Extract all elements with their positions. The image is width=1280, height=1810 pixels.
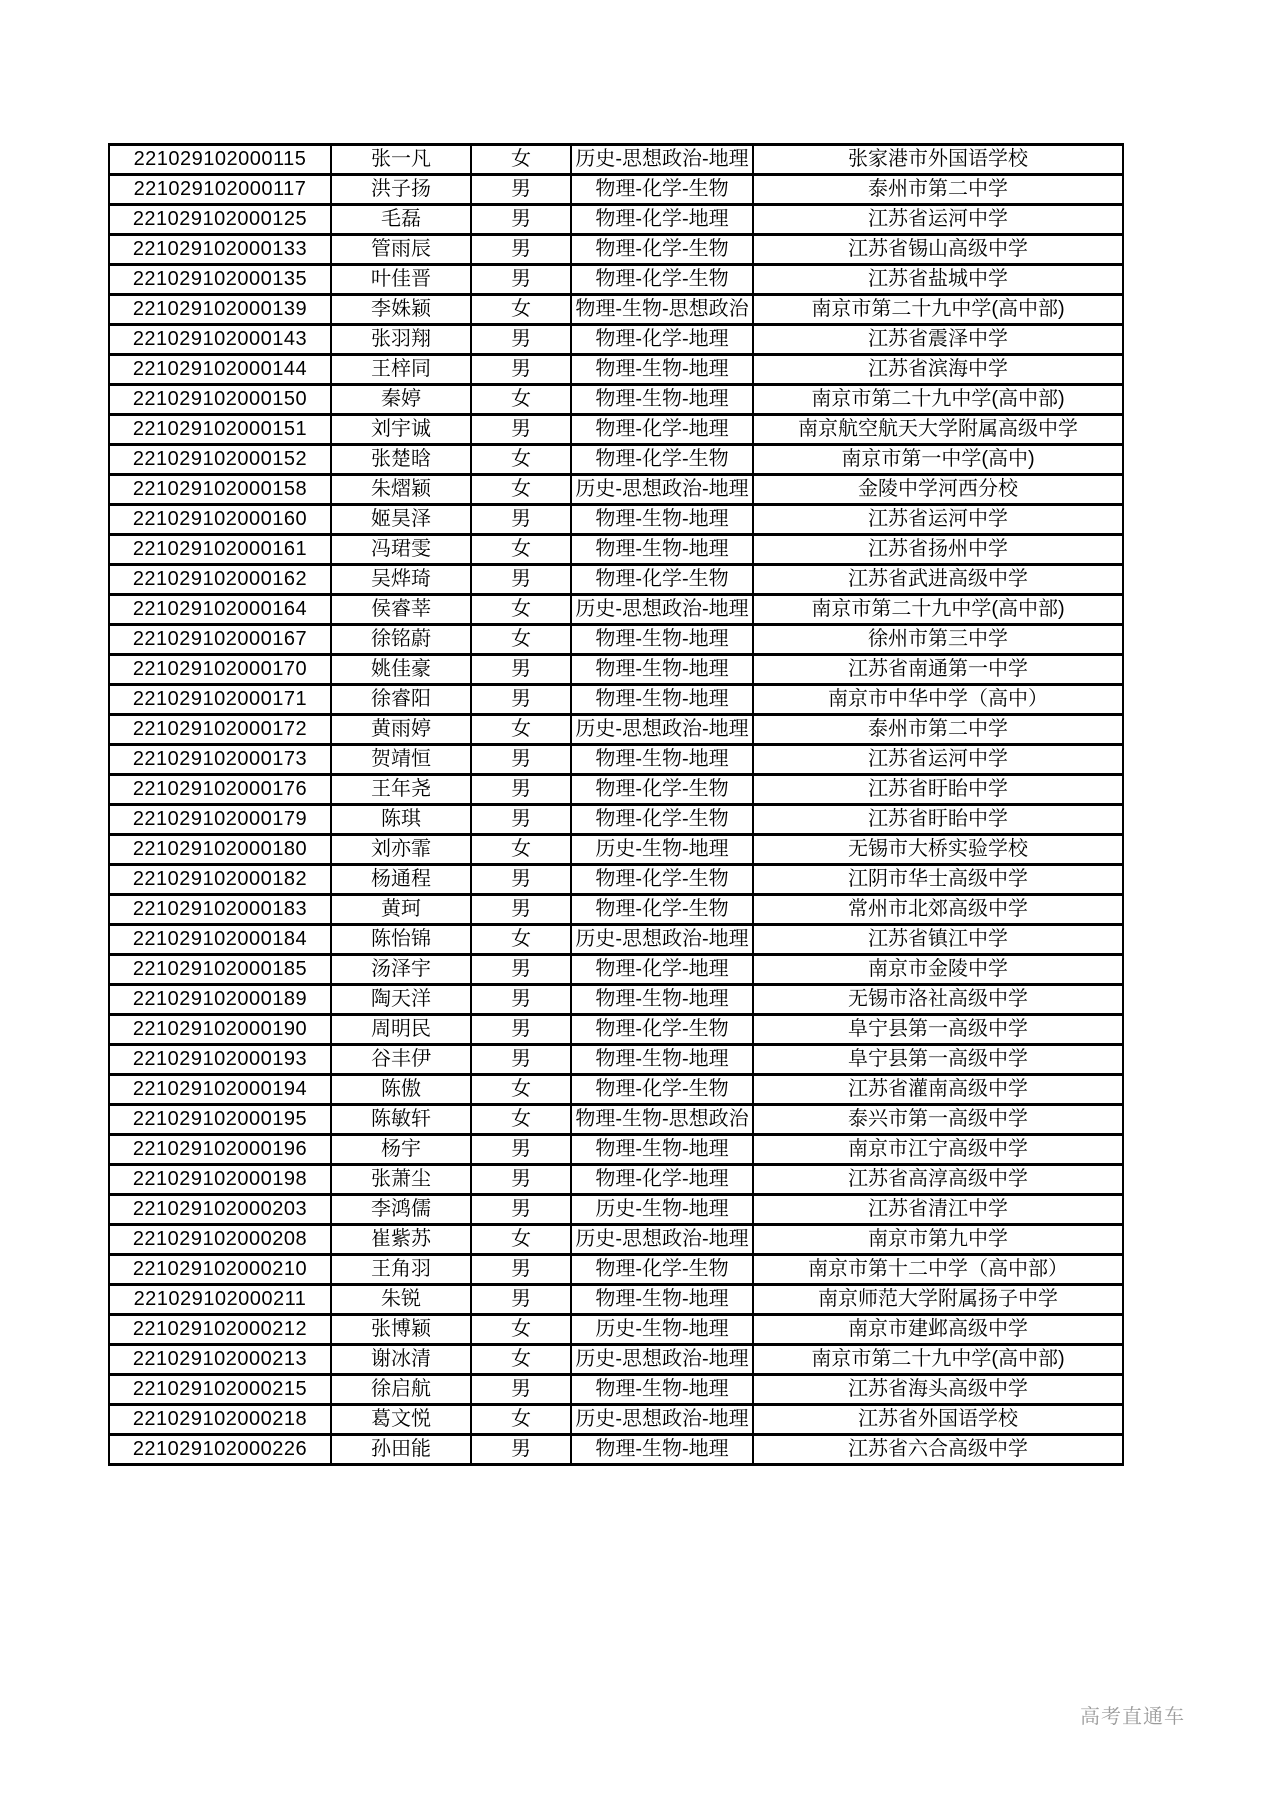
table-row <box>109 355 1123 385</box>
name-cell: 徐启航 <box>331 1375 471 1405</box>
subjects-cell: 历史-思想政治-地理 <box>571 925 753 955</box>
name-cell: 张一凡 <box>331 145 471 175</box>
subjects-cell: 物理-化学-生物 <box>571 265 753 295</box>
table-row <box>109 1225 1123 1255</box>
table-row <box>109 1435 1123 1465</box>
gender-cell: 男 <box>471 775 571 805</box>
gender-cell: 男 <box>471 1435 571 1465</box>
school-cell: 南京市中华中学（高中） <box>753 685 1123 715</box>
name-cell: 谢冰清 <box>331 1345 471 1375</box>
id-cell: 221029102000179 <box>109 805 331 835</box>
id-cell: 221029102000158 <box>109 475 331 505</box>
gender-cell: 男 <box>471 895 571 925</box>
name-cell: 崔紫苏 <box>331 1225 471 1255</box>
table-row <box>109 745 1123 775</box>
table-row <box>109 595 1123 625</box>
name-cell: 陈敏轩 <box>331 1105 471 1135</box>
name-cell: 侯睿莘 <box>331 595 471 625</box>
name-cell: 叶佳晋 <box>331 265 471 295</box>
gender-cell: 女 <box>471 625 571 655</box>
table-row <box>109 685 1123 715</box>
gender-cell: 男 <box>471 865 571 895</box>
table-row <box>109 295 1123 325</box>
table-row <box>109 445 1123 475</box>
subjects-cell: 物理-生物-思想政治 <box>571 1105 753 1135</box>
id-cell: 221029102000198 <box>109 1165 331 1195</box>
name-cell: 毛磊 <box>331 205 471 235</box>
gender-cell: 男 <box>471 1135 571 1165</box>
subjects-cell: 历史-生物-地理 <box>571 1315 753 1345</box>
school-cell: 无锡市洛社高级中学 <box>753 985 1123 1015</box>
name-cell: 徐睿阳 <box>331 685 471 715</box>
subjects-cell: 物理-化学-地理 <box>571 1165 753 1195</box>
watermark-brand: 高考直通车 <box>1080 1706 1185 1728</box>
school-cell: 江苏省运河中学 <box>753 745 1123 775</box>
gender-cell: 男 <box>471 1195 571 1225</box>
gender-cell: 男 <box>471 985 571 1015</box>
school-cell: 江苏省盱眙中学 <box>753 775 1123 805</box>
name-cell: 张羽翔 <box>331 325 471 355</box>
gender-cell: 男 <box>471 1015 571 1045</box>
gender-cell: 女 <box>471 835 571 865</box>
id-cell: 221029102000151 <box>109 415 331 445</box>
school-cell: 金陵中学河西分校 <box>753 475 1123 505</box>
gender-cell: 男 <box>471 235 571 265</box>
id-cell: 221029102000117 <box>109 175 331 205</box>
table-row <box>109 985 1123 1015</box>
gender-cell: 男 <box>471 1165 571 1195</box>
school-cell: 江苏省清江中学 <box>753 1195 1123 1225</box>
gender-cell: 男 <box>471 1285 571 1315</box>
gender-cell: 男 <box>471 1255 571 1285</box>
table-row <box>109 385 1123 415</box>
school-cell: 江苏省震泽中学 <box>753 325 1123 355</box>
name-cell: 张萧尘 <box>331 1165 471 1195</box>
id-cell: 221029102000212 <box>109 1315 331 1345</box>
table-row <box>109 775 1123 805</box>
subjects-cell: 物理-生物-地理 <box>571 1045 753 1075</box>
subjects-cell: 物理-生物-地理 <box>571 655 753 685</box>
school-cell: 南京市第二十九中学(高中部) <box>753 385 1123 415</box>
id-cell: 221029102000226 <box>109 1435 331 1465</box>
gender-cell: 女 <box>471 1345 571 1375</box>
subjects-cell: 物理-生物-地理 <box>571 985 753 1015</box>
subjects-cell: 历史-思想政治-地理 <box>571 475 753 505</box>
table-row <box>109 835 1123 865</box>
table-row <box>109 475 1123 505</box>
id-cell: 221029102000180 <box>109 835 331 865</box>
id-cell: 221029102000135 <box>109 265 331 295</box>
school-cell: 徐州市第三中学 <box>753 625 1123 655</box>
gender-cell: 男 <box>471 415 571 445</box>
gender-cell: 女 <box>471 445 571 475</box>
name-cell: 贺靖恒 <box>331 745 471 775</box>
subjects-cell: 物理-化学-生物 <box>571 1075 753 1105</box>
school-cell: 江苏省运河中学 <box>753 205 1123 235</box>
subjects-cell: 历史-思想政治-地理 <box>571 1345 753 1375</box>
gender-cell: 男 <box>471 325 571 355</box>
table-row <box>109 1345 1123 1375</box>
gender-cell: 男 <box>471 175 571 205</box>
table-row <box>109 1315 1123 1345</box>
table-row <box>109 955 1123 985</box>
table-row <box>109 505 1123 535</box>
name-cell: 李鸿儒 <box>331 1195 471 1225</box>
subjects-cell: 物理-化学-生物 <box>571 895 753 925</box>
name-cell: 谷丰伊 <box>331 1045 471 1075</box>
subjects-cell: 物理-化学-生物 <box>571 445 753 475</box>
id-cell: 221029102000196 <box>109 1135 331 1165</box>
school-cell: 江苏省镇江中学 <box>753 925 1123 955</box>
name-cell: 汤泽宇 <box>331 955 471 985</box>
gender-cell: 女 <box>471 385 571 415</box>
id-cell: 221029102000182 <box>109 865 331 895</box>
name-cell: 姚佳豪 <box>331 655 471 685</box>
gender-cell: 女 <box>471 1075 571 1105</box>
id-cell: 221029102000144 <box>109 355 331 385</box>
id-cell: 221029102000139 <box>109 295 331 325</box>
name-cell: 王年尧 <box>331 775 471 805</box>
id-cell: 221029102000161 <box>109 535 331 565</box>
id-cell: 221029102000184 <box>109 925 331 955</box>
subjects-cell: 历史-生物-地理 <box>571 835 753 865</box>
id-cell: 221029102000143 <box>109 325 331 355</box>
school-cell: 常州市北郊高级中学 <box>753 895 1123 925</box>
subjects-cell: 物理-生物-地理 <box>571 355 753 385</box>
gender-cell: 女 <box>471 145 571 175</box>
school-cell: 江阴市华士高级中学 <box>753 865 1123 895</box>
table-row <box>109 1165 1123 1195</box>
id-cell: 221029102000164 <box>109 595 331 625</box>
name-cell: 杨通程 <box>331 865 471 895</box>
school-cell: 泰兴市第一高级中学 <box>753 1105 1123 1135</box>
id-cell: 221029102000195 <box>109 1105 331 1135</box>
id-cell: 221029102000211 <box>109 1285 331 1315</box>
name-cell: 陈傲 <box>331 1075 471 1105</box>
id-cell: 221029102000133 <box>109 235 331 265</box>
id-cell: 221029102000208 <box>109 1225 331 1255</box>
name-cell: 管雨辰 <box>331 235 471 265</box>
id-cell: 221029102000203 <box>109 1195 331 1225</box>
subjects-cell: 历史-思想政治-地理 <box>571 1405 753 1435</box>
school-cell: 江苏省运河中学 <box>753 505 1123 535</box>
school-cell: 江苏省武进高级中学 <box>753 565 1123 595</box>
school-cell: 阜宁县第一高级中学 <box>753 1015 1123 1045</box>
name-cell: 陈琪 <box>331 805 471 835</box>
subjects-cell: 物理-化学-生物 <box>571 175 753 205</box>
name-cell: 孙田能 <box>331 1435 471 1465</box>
id-cell: 221029102000185 <box>109 955 331 985</box>
school-cell: 南京市第一中学(高中) <box>753 445 1123 475</box>
gender-cell: 男 <box>471 265 571 295</box>
name-cell: 张楚晗 <box>331 445 471 475</box>
name-cell: 李姝颖 <box>331 295 471 325</box>
name-cell: 吴烨琦 <box>331 565 471 595</box>
subjects-cell: 历史-生物-地理 <box>571 1195 753 1225</box>
gender-cell: 男 <box>471 355 571 385</box>
table-row <box>109 1195 1123 1225</box>
id-cell: 221029102000125 <box>109 205 331 235</box>
school-cell: 南京市第二十九中学(高中部) <box>753 595 1123 625</box>
name-cell: 陶天洋 <box>331 985 471 1015</box>
id-cell: 221029102000193 <box>109 1045 331 1075</box>
gender-cell: 男 <box>471 205 571 235</box>
name-cell: 冯珺雯 <box>331 535 471 565</box>
subjects-cell: 历史-思想政治-地理 <box>571 715 753 745</box>
school-cell: 泰州市第二中学 <box>753 175 1123 205</box>
id-cell: 221029102000167 <box>109 625 331 655</box>
table-row <box>109 175 1123 205</box>
school-cell: 南京市金陵中学 <box>753 955 1123 985</box>
name-cell: 王角羽 <box>331 1255 471 1285</box>
table-row <box>109 1405 1123 1435</box>
subjects-cell: 物理-化学-生物 <box>571 1255 753 1285</box>
school-cell: 泰州市第二中学 <box>753 715 1123 745</box>
id-cell: 221029102000218 <box>109 1405 331 1435</box>
gender-cell: 男 <box>471 1045 571 1075</box>
subjects-cell: 物理-化学-生物 <box>571 865 753 895</box>
candidate-roster-body <box>109 145 1123 1465</box>
school-cell: 南京市建邺高级中学 <box>753 1315 1123 1345</box>
subjects-cell: 历史-思想政治-地理 <box>571 145 753 175</box>
subjects-cell: 物理-生物-思想政治 <box>571 295 753 325</box>
school-cell: 阜宁县第一高级中学 <box>753 1045 1123 1075</box>
school-cell: 江苏省高淳高级中学 <box>753 1165 1123 1195</box>
gender-cell: 女 <box>471 1225 571 1255</box>
name-cell: 张博颖 <box>331 1315 471 1345</box>
table-row <box>109 1105 1123 1135</box>
gender-cell: 女 <box>471 1405 571 1435</box>
subjects-cell: 物理-生物-地理 <box>571 625 753 655</box>
table-row <box>109 205 1123 235</box>
name-cell: 秦婷 <box>331 385 471 415</box>
name-cell: 陈怡锦 <box>331 925 471 955</box>
gender-cell: 女 <box>471 925 571 955</box>
school-cell: 江苏省锡山高级中学 <box>753 235 1123 265</box>
id-cell: 221029102000172 <box>109 715 331 745</box>
subjects-cell: 物理-化学-地理 <box>571 955 753 985</box>
candidate-roster-table <box>108 143 1124 1466</box>
subjects-cell: 物理-生物-地理 <box>571 685 753 715</box>
id-cell: 221029102000171 <box>109 685 331 715</box>
table-row <box>109 415 1123 445</box>
name-cell: 姬昊泽 <box>331 505 471 535</box>
gender-cell: 男 <box>471 1375 571 1405</box>
name-cell: 朱锐 <box>331 1285 471 1315</box>
id-cell: 221029102000213 <box>109 1345 331 1375</box>
id-cell: 221029102000152 <box>109 445 331 475</box>
id-cell: 221029102000173 <box>109 745 331 775</box>
school-cell: 无锡市大桥实验学校 <box>753 835 1123 865</box>
table-row <box>109 145 1123 175</box>
subjects-cell: 物理-生物-地理 <box>571 385 753 415</box>
id-cell: 221029102000150 <box>109 385 331 415</box>
subjects-cell: 物理-生物-地理 <box>571 1135 753 1165</box>
subjects-cell: 物理-化学-生物 <box>571 805 753 835</box>
id-cell: 221029102000162 <box>109 565 331 595</box>
name-cell: 葛文悦 <box>331 1405 471 1435</box>
subjects-cell: 物理-生物-地理 <box>571 1435 753 1465</box>
school-cell: 江苏省灌南高级中学 <box>753 1075 1123 1105</box>
school-cell: 江苏省滨海中学 <box>753 355 1123 385</box>
table-row <box>109 925 1123 955</box>
table-row <box>109 1135 1123 1165</box>
id-cell: 221029102000160 <box>109 505 331 535</box>
table-row <box>109 1045 1123 1075</box>
subjects-cell: 历史-思想政治-地理 <box>571 595 753 625</box>
id-cell: 221029102000189 <box>109 985 331 1015</box>
school-cell: 南京市江宁高级中学 <box>753 1135 1123 1165</box>
school-cell: 江苏省盐城中学 <box>753 265 1123 295</box>
name-cell: 杨宇 <box>331 1135 471 1165</box>
school-cell: 江苏省盱眙中学 <box>753 805 1123 835</box>
table-row <box>109 655 1123 685</box>
id-cell: 221029102000115 <box>109 145 331 175</box>
gender-cell: 女 <box>471 295 571 325</box>
table-row <box>109 235 1123 265</box>
table-row <box>109 895 1123 925</box>
school-cell: 张家港市外国语学校 <box>753 145 1123 175</box>
school-cell: 江苏省扬州中学 <box>753 535 1123 565</box>
gender-cell: 男 <box>471 745 571 775</box>
subjects-cell: 物理-化学-生物 <box>571 775 753 805</box>
id-cell: 221029102000215 <box>109 1375 331 1405</box>
school-cell: 南京市第九中学 <box>753 1225 1123 1255</box>
school-cell: 江苏省海头高级中学 <box>753 1375 1123 1405</box>
subjects-cell: 物理-化学-生物 <box>571 1015 753 1045</box>
table-row <box>109 535 1123 565</box>
school-cell: 南京师范大学附属扬子中学 <box>753 1285 1123 1315</box>
subjects-cell: 物理-化学-生物 <box>571 565 753 595</box>
table-row <box>109 325 1123 355</box>
gender-cell: 男 <box>471 805 571 835</box>
table-row <box>109 265 1123 295</box>
subjects-cell: 物理-化学-地理 <box>571 415 753 445</box>
table-row <box>109 1015 1123 1045</box>
gender-cell: 男 <box>471 685 571 715</box>
table-row <box>109 1285 1123 1315</box>
school-cell: 江苏省外国语学校 <box>753 1405 1123 1435</box>
table-row <box>109 865 1123 895</box>
subjects-cell: 物理-生物-地理 <box>571 535 753 565</box>
id-cell: 221029102000183 <box>109 895 331 925</box>
subjects-cell: 历史-思想政治-地理 <box>571 1225 753 1255</box>
name-cell: 王梓同 <box>331 355 471 385</box>
school-cell: 南京航空航天大学附属高级中学 <box>753 415 1123 445</box>
name-cell: 徐铭蔚 <box>331 625 471 655</box>
subjects-cell: 物理-生物-地理 <box>571 1375 753 1405</box>
school-cell: 南京市第十二中学（高中部） <box>753 1255 1123 1285</box>
id-cell: 221029102000170 <box>109 655 331 685</box>
table-row <box>109 805 1123 835</box>
subjects-cell: 物理-化学-生物 <box>571 235 753 265</box>
id-cell: 221029102000194 <box>109 1075 331 1105</box>
table-row <box>109 715 1123 745</box>
name-cell: 朱熠颖 <box>331 475 471 505</box>
gender-cell: 男 <box>471 655 571 685</box>
school-cell: 南京市第二十九中学(高中部) <box>753 1345 1123 1375</box>
table-row <box>109 1075 1123 1105</box>
school-cell: 江苏省六合高级中学 <box>753 1435 1123 1465</box>
subjects-cell: 物理-化学-地理 <box>571 325 753 355</box>
name-cell: 刘宇诚 <box>331 415 471 445</box>
name-cell: 周明民 <box>331 1015 471 1045</box>
gender-cell: 女 <box>471 535 571 565</box>
subjects-cell: 物理-生物-地理 <box>571 1285 753 1315</box>
gender-cell: 男 <box>471 505 571 535</box>
school-cell: 南京市第二十九中学(高中部) <box>753 295 1123 325</box>
gender-cell: 男 <box>471 565 571 595</box>
table-row <box>109 1375 1123 1405</box>
gender-cell: 女 <box>471 1315 571 1345</box>
table-row <box>109 1255 1123 1285</box>
gender-cell: 女 <box>471 715 571 745</box>
id-cell: 221029102000190 <box>109 1015 331 1045</box>
table-row <box>109 625 1123 655</box>
subjects-cell: 物理-化学-地理 <box>571 205 753 235</box>
subjects-cell: 物理-生物-地理 <box>571 505 753 535</box>
name-cell: 洪子扬 <box>331 175 471 205</box>
table-row <box>109 565 1123 595</box>
id-cell: 221029102000176 <box>109 775 331 805</box>
gender-cell: 女 <box>471 1105 571 1135</box>
school-cell: 江苏省南通第一中学 <box>753 655 1123 685</box>
subjects-cell: 物理-生物-地理 <box>571 745 753 775</box>
name-cell: 黄雨婷 <box>331 715 471 745</box>
gender-cell: 女 <box>471 595 571 625</box>
id-cell: 221029102000210 <box>109 1255 331 1285</box>
name-cell: 黄珂 <box>331 895 471 925</box>
gender-cell: 女 <box>471 475 571 505</box>
name-cell: 刘亦霏 <box>331 835 471 865</box>
gender-cell: 男 <box>471 955 571 985</box>
